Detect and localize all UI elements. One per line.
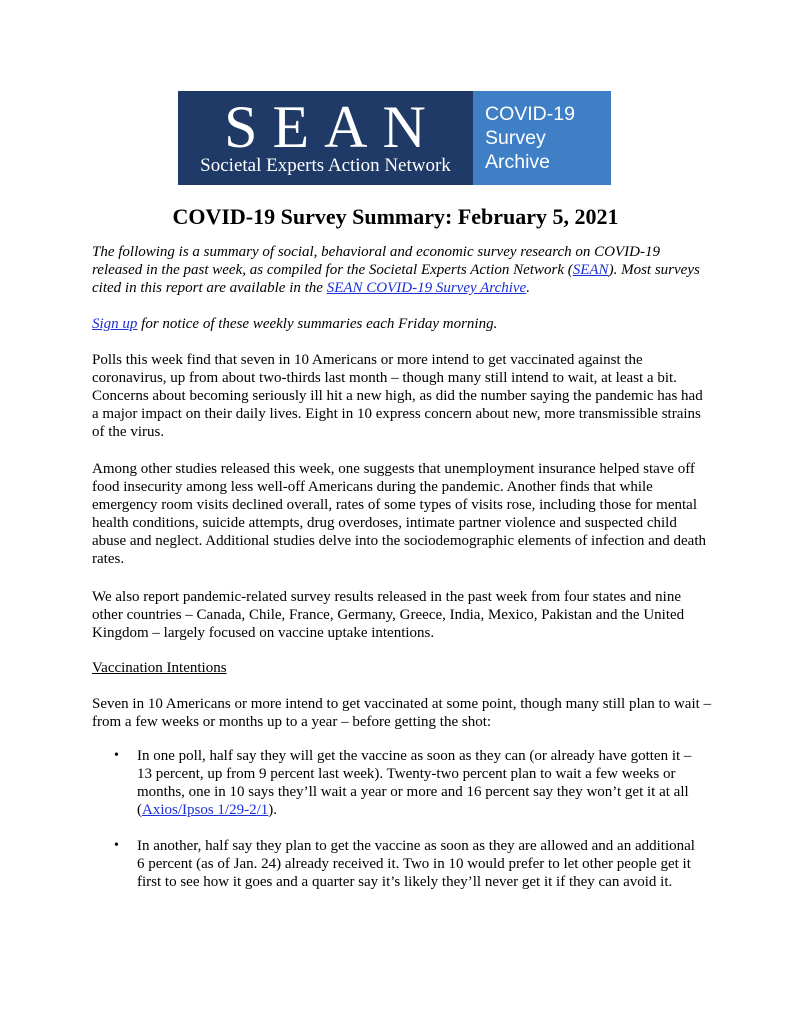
signup-text: for notice of these weekly summaries each Friday morning.	[137, 316, 498, 332]
page-title: COVID-19 Survey Summary: February 5, 2021	[172, 204, 619, 229]
summary-paragraph-1: Polls this week find that seven in 10 Americans or more intend to get vaccinated against the coronavirus, up from about two-thirds last month – though many still intend to wait, at least a bit. Concerns about becoming seriously ill hit a new high, as did the number saying the pandemic has had a major impact on their daily lives. Eight in 10 express concern about new, more transmissible strains of the virus.	[92, 352, 703, 440]
intro-paragraph	[92, 243, 712, 297]
logo-word: SEAN	[224, 94, 441, 160]
bullet-1-after: ).	[268, 802, 278, 818]
bullet-text-1	[137, 747, 702, 819]
sean-banner	[178, 91, 611, 185]
archive-line-1: COVID-19	[485, 103, 575, 125]
section-heading: Vaccination Intentions	[92, 660, 227, 676]
sean-link[interactable]: SEAN	[572, 262, 609, 278]
intro-text-a: The following is a summary of social, behavioral and economic survey research on COVID-19 released in the past week, as compiled for the Societal Experts Action Network (	[92, 244, 660, 278]
sean-logo	[178, 91, 473, 185]
archive-line-3: Archive	[485, 151, 551, 173]
archive-line-2: Survey	[485, 127, 546, 149]
bullet-marker: •	[114, 838, 119, 853]
bullet-text-2: In another, half say they plan to get the vaccine as soon as they are allowed and an additional 6 percent (as of Jan. 24) already received it. Two in 10 would prefer to let other people get it first to see how it goes and a quarter say it’s likely they’ll never get it if they can avoid it.	[137, 838, 695, 890]
section-intro: Seven in 10 Americans or more intend to get vaccinated at some point, though many still plan to wait – from a few weeks or months up to a year – before getting the shot:	[92, 696, 712, 730]
signup-paragraph	[92, 315, 712, 333]
logo-subtitle: Societal Experts Action Network	[200, 155, 451, 176]
bullet-marker: •	[114, 748, 119, 763]
summary-paragraph-2: Among other studies released this week, one suggests that unemployment insurance helped stave off food insecurity among less well-off Americans during the pandemic. Another finds that while emergency room visits declined overall, rates of some types of visits rose, including those for mental health conditions, suicide attempts, drug overdoses, intimate partner violence and suspected child abuse and neglect. Additional studies delve into the sociodemographic elements of infection and death rates.	[92, 461, 706, 567]
axios-ipsos-link[interactable]: Axios/Ipsos 1/29-2/1	[142, 802, 269, 818]
sign-up-link[interactable]: Sign up	[92, 316, 138, 332]
archive-logo	[473, 91, 611, 185]
intro-text-b: ). Most surveys cited in this report are available in the	[92, 262, 700, 296]
bullet-1-text: In one poll, half say they will get the vaccine as soon as they can (or already have gotten it – 13 percent, up from 9 percent last week). Twenty-two percent plan to wait a few weeks or months, one in 10 says they’ll wait a year or more and 16 percent say they won’t get it at all (	[137, 748, 692, 818]
intro-text-c: .	[526, 280, 530, 296]
survey-archive-link[interactable]: SEAN COVID-19 Survey Archive	[326, 280, 527, 296]
summary-paragraph-3: We also report pandemic-related survey results released in the past week from four states and nine other countries – Canada, Chile, France, Germany, Greece, India, Mexico, Pakistan and the United Kingdom – largely focused on vaccine uptake intentions.	[92, 589, 685, 641]
